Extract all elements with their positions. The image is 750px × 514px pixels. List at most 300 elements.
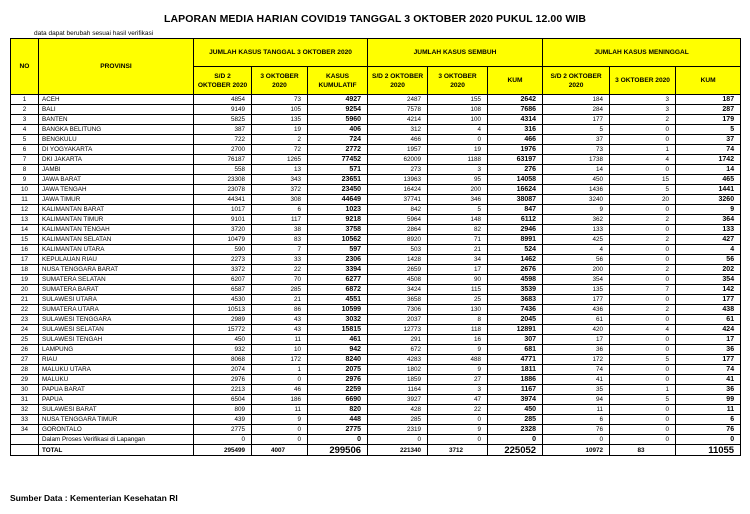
cell-kasus-new: 22 (252, 265, 308, 275)
cell-sembuh-kum: 681 (488, 345, 543, 355)
table-row (11, 175, 741, 185)
cell-kasus-kum: 9254 (308, 105, 368, 115)
cell-provinsi: MALUKU UTARA (39, 365, 194, 375)
cell-no: 16 (11, 245, 39, 255)
cell-no: 15 (11, 235, 39, 245)
cell-mati-sd: 135 (543, 285, 610, 295)
cell-kasus-sd: 10513 (194, 305, 252, 315)
cell-sembuh-kum: 16624 (488, 185, 543, 195)
cell-provinsi: BENGKULU (39, 135, 194, 145)
cell-kasus-kum: 10562 (308, 235, 368, 245)
cell-kasus-kum: 597 (308, 245, 368, 255)
cell-mati-sd: 362 (543, 215, 610, 225)
cell-mati-kum: 354 (676, 275, 741, 285)
cell-sembuh-new: 155 (428, 95, 488, 105)
header-kasus-sd: S/D 2 OKTOBER 2020 (194, 67, 252, 95)
cell-provinsi: SUMATERA UTARA (39, 305, 194, 315)
cell-kasus-kum: 942 (308, 345, 368, 355)
cell-mati-new: 0 (610, 315, 676, 325)
cell-mati-sd: 284 (543, 105, 610, 115)
cell-kasus-new: 343 (252, 175, 308, 185)
cell-provinsi: SUMATERA SELATAN (39, 275, 194, 285)
table-row (11, 145, 741, 155)
header-mati-sd: S/D 2 OKTOBER 2020 (543, 67, 610, 95)
cell-mati-sd: 3240 (543, 195, 610, 205)
cell-provinsi: RIAU (39, 355, 194, 365)
cell-no: 33 (11, 415, 39, 425)
cell-mati-kum: 37 (676, 135, 741, 145)
cell-provinsi: LAMPUNG (39, 345, 194, 355)
table-row (11, 295, 741, 305)
cell-sembuh-kum: 847 (488, 205, 543, 215)
cell-kasus-kum: 461 (308, 335, 368, 345)
header-group-sembuh: JUMLAH KASUS SEMBUH (368, 39, 543, 67)
cell-mati-new: 5 (610, 355, 676, 365)
cell-mati-sd: 35 (543, 385, 610, 395)
cell-kasus-kum: 1023 (308, 205, 368, 215)
table-row (11, 405, 741, 415)
cell-sembuh-kum: 8991 (488, 235, 543, 245)
total-cell-mati-sd: 10972 (543, 445, 610, 456)
cell-mati-kum: 438 (676, 305, 741, 315)
cell-sembuh-kum: 4771 (488, 355, 543, 365)
cell-sembuh-kum: 12891 (488, 325, 543, 335)
cell-sembuh-new: 200 (428, 185, 488, 195)
cell-mati-kum: 14 (676, 165, 741, 175)
cell-sembuh-new: 115 (428, 285, 488, 295)
cell-sembuh-new: 90 (428, 275, 488, 285)
cell-sembuh-kum: 1462 (488, 255, 543, 265)
table-row (11, 385, 741, 395)
cell-kasus-kum: 571 (308, 165, 368, 175)
cell-mati-kum: 0 (676, 435, 741, 445)
cell-provinsi: KALIMANTAN BARAT (39, 205, 194, 215)
covid-cases-table (10, 38, 741, 456)
cell-sembuh-kum: 3683 (488, 295, 543, 305)
cell-mati-kum: 133 (676, 225, 741, 235)
cell-provinsi: JAWA BARAT (39, 175, 194, 185)
cell-no: 11 (11, 195, 39, 205)
cell-mati-new: 0 (610, 165, 676, 175)
cell-sembuh-sd: 1859 (368, 375, 428, 385)
cell-kasus-sd: 722 (194, 135, 252, 145)
cell-kasus-new: 6 (252, 205, 308, 215)
cell-mati-kum: 179 (676, 115, 741, 125)
table-row (11, 325, 741, 335)
cell-mati-new: 0 (610, 295, 676, 305)
table-row (11, 395, 741, 405)
cell-mati-new: 2 (610, 115, 676, 125)
cell-kasus-new: 70 (252, 275, 308, 285)
cell-mati-new: 2 (610, 265, 676, 275)
cell-kasus-new: 1265 (252, 155, 308, 165)
cell-provinsi: SULAWESI UTARA (39, 295, 194, 305)
cell-kasus-sd: 439 (194, 415, 252, 425)
cell-sembuh-new: 100 (428, 115, 488, 125)
cell-kasus-kum: 0 (308, 435, 368, 445)
cell-kasus-sd: 2775 (194, 425, 252, 435)
cell-mati-kum: 5 (676, 125, 741, 135)
cell-no: 8 (11, 165, 39, 175)
cell-provinsi: SULAWESI TENGGARA (39, 315, 194, 325)
cell-kasus-sd: 450 (194, 335, 252, 345)
cell-kasus-new: 372 (252, 185, 308, 195)
cell-mati-new: 20 (610, 195, 676, 205)
cell-sembuh-sd: 291 (368, 335, 428, 345)
cell-kasus-new: 73 (252, 95, 308, 105)
cell-kasus-sd: 2074 (194, 365, 252, 375)
table-row (11, 375, 741, 385)
cell-provinsi: DKI JAKARTA (39, 155, 194, 165)
cell-mati-new: 4 (610, 325, 676, 335)
cell-sembuh-sd: 2864 (368, 225, 428, 235)
cell-kasus-sd: 2273 (194, 255, 252, 265)
cell-mati-new: 0 (610, 375, 676, 385)
cell-kasus-new: 83 (252, 235, 308, 245)
cell-mati-new: 0 (610, 425, 676, 435)
cell-sembuh-sd: 12773 (368, 325, 428, 335)
cell-sembuh-kum: 3974 (488, 395, 543, 405)
cell-kasus-new: 13 (252, 165, 308, 175)
cell-sembuh-sd: 3658 (368, 295, 428, 305)
header-mati-kum: KUM (676, 67, 741, 95)
cell-sembuh-new: 4 (428, 125, 488, 135)
cell-kasus-sd: 23308 (194, 175, 252, 185)
cell-sembuh-sd: 7578 (368, 105, 428, 115)
table-row (11, 365, 741, 375)
cell-kasus-sd: 2989 (194, 315, 252, 325)
table-row (11, 95, 741, 105)
cell-kasus-new: 11 (252, 405, 308, 415)
cell-no: 5 (11, 135, 39, 145)
cell-no: 12 (11, 205, 39, 215)
table-row (11, 105, 741, 115)
cell-mati-sd: 37 (543, 135, 610, 145)
cell-no: 23 (11, 315, 39, 325)
cell-mati-sd: 425 (543, 235, 610, 245)
table-row (11, 115, 741, 125)
table-row (11, 305, 741, 315)
cell-sembuh-sd: 1428 (368, 255, 428, 265)
cell-mati-new: 0 (610, 275, 676, 285)
total-cell-kasus-sd: 295499 (194, 445, 252, 456)
cell-sembuh-sd: 37741 (368, 195, 428, 205)
cell-sembuh-sd: 4214 (368, 115, 428, 125)
cell-provinsi: JAMBI (39, 165, 194, 175)
cell-kasus-new: 43 (252, 325, 308, 335)
cell-no: 19 (11, 275, 39, 285)
cell-no: 21 (11, 295, 39, 305)
table-row (11, 155, 741, 165)
total-cell-provinsi: TOTAL (39, 445, 194, 456)
cell-no: 29 (11, 375, 39, 385)
cell-sembuh-kum: 1811 (488, 365, 543, 375)
table-row (11, 265, 741, 275)
cell-sembuh-kum: 2328 (488, 425, 543, 435)
cell-kasus-kum: 448 (308, 415, 368, 425)
cell-sembuh-sd: 842 (368, 205, 428, 215)
cell-mati-kum: 427 (676, 235, 741, 245)
cell-no (11, 435, 39, 445)
table-row (11, 285, 741, 295)
cell-kasus-new: 9 (252, 415, 308, 425)
table-row (11, 165, 741, 175)
cell-no: 7 (11, 155, 39, 165)
cell-mati-sd: 184 (543, 95, 610, 105)
cell-kasus-new: 0 (252, 425, 308, 435)
cell-kasus-new: 0 (252, 375, 308, 385)
cell-provinsi: DI YOGYAKARTA (39, 145, 194, 155)
cell-kasus-new: 10 (252, 345, 308, 355)
cell-mati-sd: 56 (543, 255, 610, 265)
cell-mati-new: 0 (610, 335, 676, 345)
table-row (11, 435, 741, 445)
cell-kasus-sd: 6587 (194, 285, 252, 295)
cell-mati-new: 0 (610, 345, 676, 355)
cell-sembuh-new: 346 (428, 195, 488, 205)
cell-sembuh-sd: 3424 (368, 285, 428, 295)
cell-provinsi: SULAWESI SELATAN (39, 325, 194, 335)
cell-sembuh-sd: 2319 (368, 425, 428, 435)
header-no: NO (11, 39, 39, 95)
cell-kasus-sd: 5825 (194, 115, 252, 125)
verification-note: data dapat berubah sesuai hasil verifikasi (34, 30, 154, 37)
cell-sembuh-new: 148 (428, 215, 488, 225)
total-cell-mati-kum: 11055 (676, 445, 741, 456)
cell-sembuh-kum: 14058 (488, 175, 543, 185)
cell-kasus-sd: 76187 (194, 155, 252, 165)
cell-sembuh-new: 34 (428, 255, 488, 265)
cell-sembuh-kum: 316 (488, 125, 543, 135)
cell-kasus-sd: 4530 (194, 295, 252, 305)
cell-mati-kum: 1441 (676, 185, 741, 195)
cell-mati-kum: 9 (676, 205, 741, 215)
cell-no: 34 (11, 425, 39, 435)
report-title: LAPORAN MEDIA HARIAN COVID19 TANGGAL 3 OKTOBER 2020 PUKUL 12.00 WIB (163, 13, 587, 25)
cell-kasus-kum: 2976 (308, 375, 368, 385)
cell-kasus-new: 38 (252, 225, 308, 235)
cell-no: 28 (11, 365, 39, 375)
cell-sembuh-sd: 2659 (368, 265, 428, 275)
cell-sembuh-kum: 276 (488, 165, 543, 175)
cell-kasus-sd: 23078 (194, 185, 252, 195)
cell-mati-new: 15 (610, 175, 676, 185)
cell-no: 14 (11, 225, 39, 235)
cell-kasus-sd: 9101 (194, 215, 252, 225)
total-cell-kasus-kum: 299506 (308, 445, 368, 456)
cell-kasus-sd: 4854 (194, 95, 252, 105)
cell-provinsi: PAPUA (39, 395, 194, 405)
cell-kasus-sd: 6207 (194, 275, 252, 285)
table-row (11, 355, 741, 365)
cell-mati-kum: 74 (676, 365, 741, 375)
table-row (11, 125, 741, 135)
cell-kasus-new: 308 (252, 195, 308, 205)
cell-mati-sd: 74 (543, 365, 610, 375)
cell-mati-new: 3 (610, 105, 676, 115)
cell-sembuh-new: 0 (428, 415, 488, 425)
table-row (11, 215, 741, 225)
table-row (11, 275, 741, 285)
cell-kasus-sd: 3720 (194, 225, 252, 235)
total-cell-mati-new: 83 (610, 445, 676, 456)
table-body (11, 95, 741, 456)
cell-no: 9 (11, 175, 39, 185)
cell-sembuh-sd: 2487 (368, 95, 428, 105)
cell-sembuh-new: 47 (428, 395, 488, 405)
cell-mati-kum: 3260 (676, 195, 741, 205)
cell-sembuh-kum: 3539 (488, 285, 543, 295)
cell-mati-new: 0 (610, 365, 676, 375)
cell-sembuh-new: 95 (428, 175, 488, 185)
cell-provinsi: PAPUA BARAT (39, 385, 194, 395)
cell-kasus-new: 1 (252, 365, 308, 375)
cell-mati-new: 0 (610, 225, 676, 235)
cell-kasus-kum: 3758 (308, 225, 368, 235)
cell-provinsi: NUSA TENGGARA TIMUR (39, 415, 194, 425)
cell-kasus-new: 186 (252, 395, 308, 405)
cell-sembuh-new: 130 (428, 305, 488, 315)
cell-mati-kum: 202 (676, 265, 741, 275)
cell-sembuh-kum: 7686 (488, 105, 543, 115)
cell-kasus-new: 33 (252, 255, 308, 265)
cell-sembuh-new: 17 (428, 265, 488, 275)
header-mati-new: 3 OKTOBER 2020 (610, 67, 676, 95)
header-kasus-new: 3 OKTOBER 2020 (252, 67, 308, 95)
cell-mati-kum: 11 (676, 405, 741, 415)
cell-sembuh-sd: 62009 (368, 155, 428, 165)
cell-provinsi: SULAWESI BARAT (39, 405, 194, 415)
cell-mati-sd: 0 (543, 435, 610, 445)
cell-sembuh-new: 3 (428, 165, 488, 175)
cell-kasus-new: 19 (252, 125, 308, 135)
total-cell-sembuh-kum: 225052 (488, 445, 543, 456)
cell-no: 27 (11, 355, 39, 365)
cell-mati-sd: 61 (543, 315, 610, 325)
cell-sembuh-sd: 285 (368, 415, 428, 425)
cell-provinsi: KEPULAUAN RIAU (39, 255, 194, 265)
cell-no: 4 (11, 125, 39, 135)
cell-kasus-new: 172 (252, 355, 308, 365)
cell-mati-kum: 61 (676, 315, 741, 325)
cell-mati-kum: 74 (676, 145, 741, 155)
cell-kasus-sd: 0 (194, 435, 252, 445)
table-row (11, 335, 741, 345)
cell-kasus-sd: 558 (194, 165, 252, 175)
cell-mati-kum: 287 (676, 105, 741, 115)
cell-provinsi: SULAWESI TENGAH (39, 335, 194, 345)
cell-kasus-kum: 4551 (308, 295, 368, 305)
cell-kasus-new: 72 (252, 145, 308, 155)
cell-mati-new: 0 (610, 125, 676, 135)
cell-kasus-kum: 8240 (308, 355, 368, 365)
cell-kasus-kum: 6277 (308, 275, 368, 285)
cell-mati-new: 4 (610, 155, 676, 165)
cell-no: 18 (11, 265, 39, 275)
cell-provinsi: JAWA TENGAH (39, 185, 194, 195)
cell-mati-kum: 424 (676, 325, 741, 335)
cell-mati-new: 1 (610, 145, 676, 155)
cell-sembuh-kum: 466 (488, 135, 543, 145)
cell-sembuh-kum: 450 (488, 405, 543, 415)
cell-kasus-kum: 77452 (308, 155, 368, 165)
cell-sembuh-kum: 2045 (488, 315, 543, 325)
cell-sembuh-kum: 2642 (488, 95, 543, 105)
cell-no: 30 (11, 385, 39, 395)
cell-mati-new: 0 (610, 435, 676, 445)
cell-sembuh-sd: 0 (368, 435, 428, 445)
cell-sembuh-sd: 1957 (368, 145, 428, 155)
cell-mati-new: 0 (610, 415, 676, 425)
cell-sembuh-new: 9 (428, 345, 488, 355)
cell-mati-kum: 17 (676, 335, 741, 345)
cell-kasus-kum: 2775 (308, 425, 368, 435)
cell-sembuh-kum: 1976 (488, 145, 543, 155)
cell-mati-kum: 187 (676, 95, 741, 105)
cell-provinsi: MALUKU (39, 375, 194, 385)
cell-mati-sd: 1436 (543, 185, 610, 195)
cell-no: 24 (11, 325, 39, 335)
cell-mati-sd: 420 (543, 325, 610, 335)
cell-sembuh-kum: 4314 (488, 115, 543, 125)
cell-kasus-sd: 809 (194, 405, 252, 415)
total-cell-sembuh-new: 3712 (428, 445, 488, 456)
cell-sembuh-new: 21 (428, 245, 488, 255)
cell-kasus-sd: 2976 (194, 375, 252, 385)
cell-provinsi: KALIMANTAN TENGAH (39, 225, 194, 235)
cell-sembuh-new: 3 (428, 385, 488, 395)
data-source: Sumber Data : Kementerian Kesehatan RI (10, 493, 178, 503)
cell-provinsi: GORONTALO (39, 425, 194, 435)
cell-mati-new: 5 (610, 185, 676, 195)
cell-sembuh-new: 19 (428, 145, 488, 155)
cell-mati-new: 2 (610, 215, 676, 225)
cell-sembuh-kum: 285 (488, 415, 543, 425)
cell-mati-kum: 364 (676, 215, 741, 225)
cell-sembuh-sd: 1802 (368, 365, 428, 375)
cell-provinsi: ACEH (39, 95, 194, 105)
cell-provinsi: SUMATERA BARAT (39, 285, 194, 295)
cell-no: 20 (11, 285, 39, 295)
cell-mati-sd: 17 (543, 335, 610, 345)
cell-mati-kum: 41 (676, 375, 741, 385)
table-row (11, 425, 741, 435)
cell-provinsi: Dalam Proses Verifikasi di Lapangan (39, 435, 194, 445)
cell-kasus-sd: 387 (194, 125, 252, 135)
cell-sembuh-new: 8 (428, 315, 488, 325)
cell-kasus-new: 117 (252, 215, 308, 225)
cell-kasus-sd: 932 (194, 345, 252, 355)
cell-mati-kum: 1742 (676, 155, 741, 165)
cell-sembuh-sd: 2037 (368, 315, 428, 325)
cell-mati-new: 0 (610, 255, 676, 265)
cell-kasus-new: 7 (252, 245, 308, 255)
cell-provinsi: JAWA TIMUR (39, 195, 194, 205)
cell-mati-sd: 200 (543, 265, 610, 275)
cell-kasus-new: 86 (252, 305, 308, 315)
cell-mati-kum: 4 (676, 245, 741, 255)
cell-sembuh-new: 25 (428, 295, 488, 305)
cell-sembuh-new: 488 (428, 355, 488, 365)
cell-provinsi: BANTEN (39, 115, 194, 125)
cell-kasus-new: 43 (252, 315, 308, 325)
table-row (11, 245, 741, 255)
cell-mati-new: 3 (610, 95, 676, 105)
cell-kasus-sd: 44341 (194, 195, 252, 205)
cell-mati-kum: 36 (676, 345, 741, 355)
cell-sembuh-kum: 2676 (488, 265, 543, 275)
cell-no: 31 (11, 395, 39, 405)
